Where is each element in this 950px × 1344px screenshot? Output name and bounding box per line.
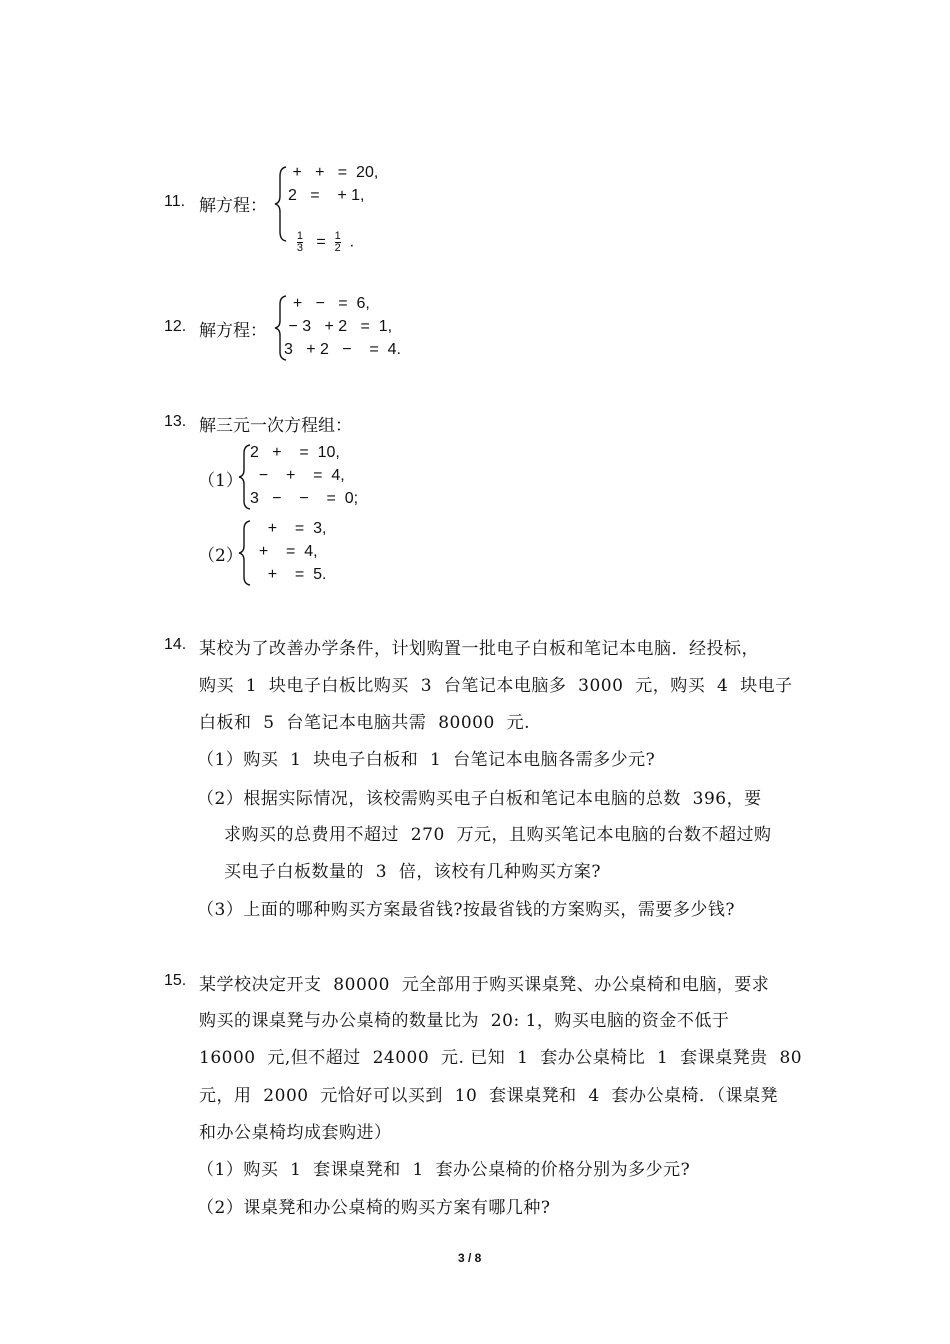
q13-number: 13. xyxy=(164,413,187,430)
q15-text-line-1: 某学校决定开支 80000 元全部用于购买课桌凳、办公桌椅和电脑，要求 xyxy=(199,975,770,995)
q11-fraction-1: $\frac{1}{3}$ xyxy=(296,230,304,254)
q11-equation-1: + + = 20, xyxy=(288,164,379,181)
q13-part1-equation-2: − + = 4, xyxy=(250,467,345,484)
q12-equation-3: 3 + 2 − = 4. xyxy=(284,341,401,358)
q14-text-line-2: 购买 1 块电子白板比购买 3 台笔记本电脑多 3000 元，购买 4 块电子 xyxy=(199,676,793,696)
q15-text-line-4: 元，用 2000 元恰好可以买到 10 套课桌凳和 4 套办公桌椅．（课桌凳 xyxy=(199,1086,779,1106)
q14-subquestion-2-line-2: 求购买的总费用不超过 270 万元，且购买笔记本电脑的台数不超过购 xyxy=(224,825,772,845)
q11-fraction-2: $\frac{1}{2}$ xyxy=(334,230,341,254)
q14-subquestion-3: （3）上面的哪种购买方案最省钱?按最省钱的方案购买，需要多少钱? xyxy=(197,900,736,920)
q13-part2-equation-1: + = 3, xyxy=(250,520,327,537)
q11-equation-2: 2 = + 1, xyxy=(288,187,365,204)
q14-subquestion-2-line-1: （2）根据实际情况，该校需购买电子白板和笔记本电脑的总数 396，要 xyxy=(197,789,762,809)
q13-part1-equation-3: 3 − − = 0; xyxy=(250,490,359,507)
q15-subquestion-1: （1）购买 1 套课桌凳和 1 套办公桌椅的价格分别为多少元? xyxy=(197,1160,691,1180)
q13-part2-equation-2: + = 4, xyxy=(250,543,318,560)
q15-text-line-2: 购买的课桌凳与办公桌椅的数量比为 20: 1，购买电脑的资金不低于 xyxy=(199,1011,730,1031)
q15-text-line-3: 16000 元,但不超过 24000 元. 已知 1 套办公桌椅比 1 套课桌凳贵 80 xyxy=(199,1048,803,1068)
q11-label: 解方程： xyxy=(199,196,267,216)
q13-part1-equation-1: 2 + = 10, xyxy=(250,444,340,461)
q13-part2-label: （2） xyxy=(198,546,243,566)
q14-text-line-3: 白板和 5 台笔记本电脑共需 80000 元. xyxy=(199,713,531,733)
q12-number: 12. xyxy=(164,318,187,335)
q12-label: 解方程： xyxy=(199,321,267,341)
q11-brace-icon xyxy=(274,166,288,242)
q15-subquestion-2: （2）课桌凳和办公桌椅的购买方案有哪几种? xyxy=(197,1198,551,1218)
q14-subquestion-1: （1）购买 1 块电子白板和 1 台笔记本电脑各需多少元? xyxy=(197,750,656,770)
q11-number: 11. xyxy=(164,193,186,210)
q12-equation-1: + − = 6, xyxy=(284,295,370,312)
q15-number: 15. xyxy=(164,972,187,989)
q14-subquestion-2-line-3: 买电子白板数量的 3 倍，该校有几种购买方案? xyxy=(224,862,602,882)
q12-equation-2: − 3 + 2 = 1, xyxy=(284,318,393,335)
q14-text-line-1: 某校为了改善办学条件，计划购置一批电子白板和笔记本电脑．经投标， xyxy=(199,639,759,659)
q13-part1-label: （1） xyxy=(198,471,243,491)
q13-part2-equation-3: + = 5. xyxy=(250,566,327,583)
q13-label: 解三元一次方程组： xyxy=(199,416,352,436)
q15-text-line-5: 和办公桌椅均成套购进） xyxy=(199,1123,392,1143)
q14-number: 14. xyxy=(164,636,187,653)
q11-equation-3: $\frac{1}{3}$ = $\frac{1}{2}$ . xyxy=(296,230,355,254)
page-number: 3 / 8 xyxy=(458,1251,482,1265)
